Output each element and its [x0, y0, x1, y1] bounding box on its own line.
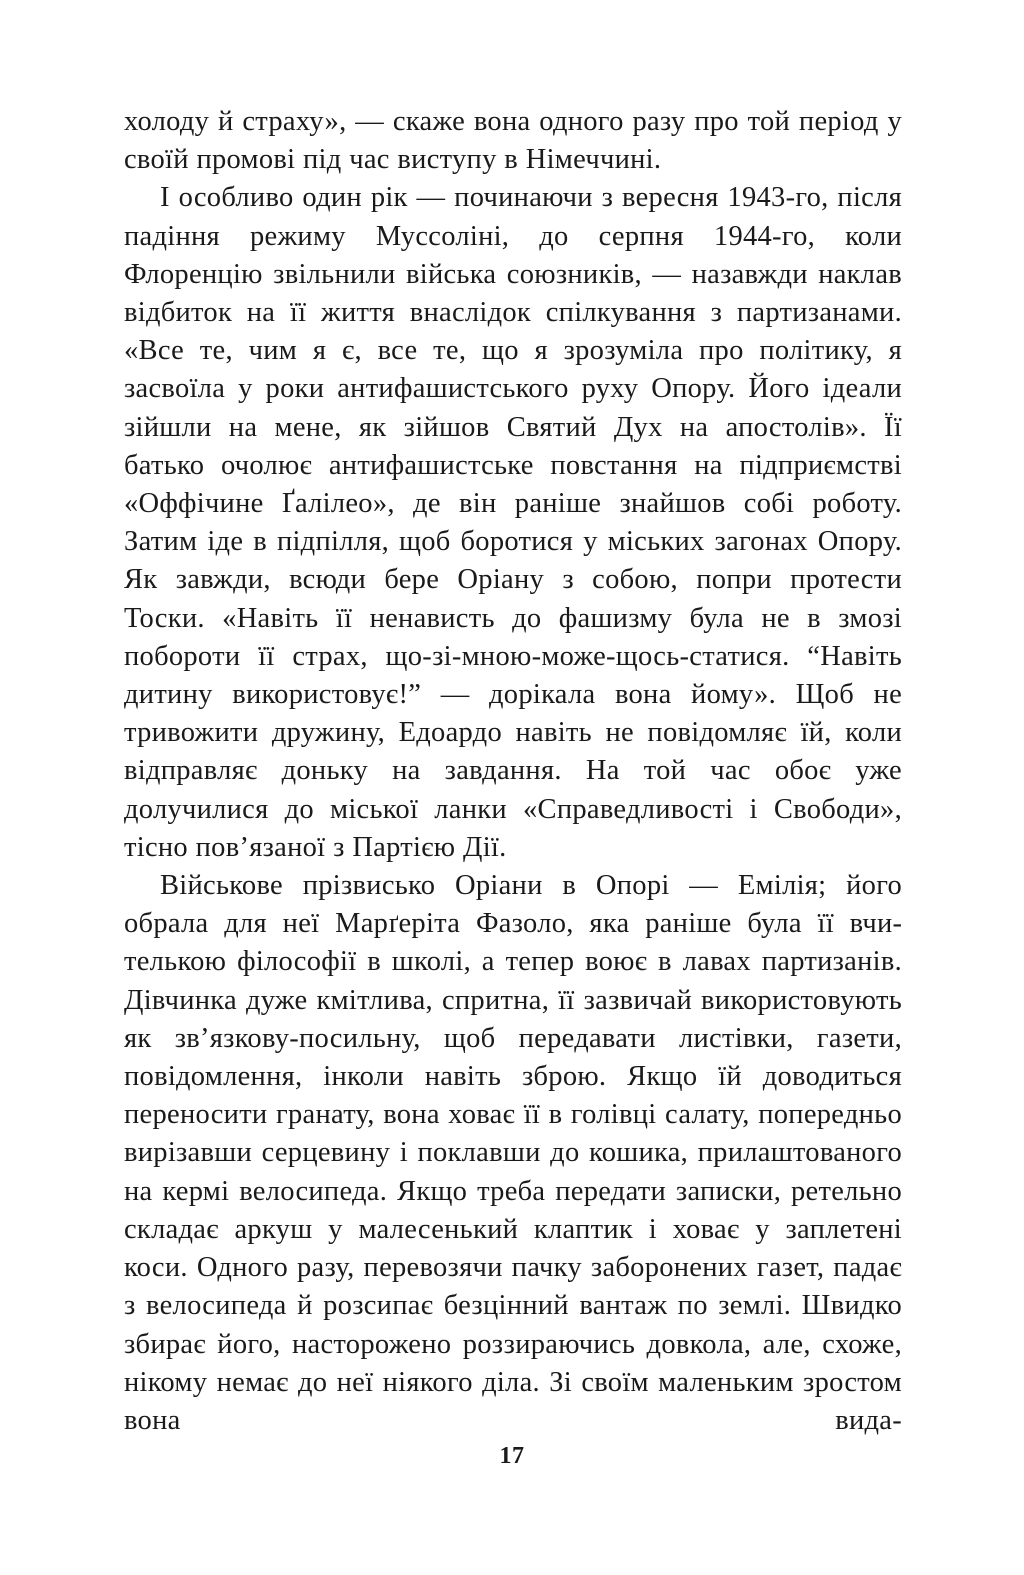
page-number: 17 [499, 1443, 525, 1469]
paragraph-3: Військове прізвисько Оріани в Опорі — Емілія; його обрала для неї Марґеріта Фазоло, яка раніше була її вчителькою філософії в школі, а тепер воює в лавах партизанів. Дівчинка дуже кмітлива, спритна, її зазвичай використовують як зв’язкову-посильну, щоб передавати листівки, газети, повідомлення, інколи навіть зброю. Якщо їй доводиться переносити гранату, вона ховає її в голівці салату, попередньо вирізавши серцевину і поклавши до кошика, прилаштованого на кермі велосипеда. Якщо треба передати записки, ретельно складає аркуш у малесенький клаптик і ховає у заплетені коси. Одного разу, перевозячи пачку заборонених газет, падає з велосипеда й розсипає безцінний вантаж по землі. Швидко збирає його, насторожено роззираючись довкола, але, схоже, нікому немає до неї ніякого діла. Зі своїм маленьким зростом вона вида- [124, 870, 902, 1436]
paragraph-1: холоду й страху», — скаже вона одного разу про той період у своїй промові під час виступу в Німеччині. [124, 106, 902, 176]
paragraph-2: І особливо один рік — починаючи з вересня 1943-го, після падіння режиму Муссоліні, до серпня 1944-го, коли Флоренцію звільнили війська союзників, — назавжди наклав відбиток на її життя внаслідок спілкування з партизанами. «Все те, чим я є, все те, що я зрозуміла про політику, я засвоїла у роки антифашистського руху Опору. Його ідеали зійшли на мене, як зійшов Святий Дух на апостолів». Її батько очолює антифашистське повстання на підприємстві «Оффічине Ґалілео», де він раніше знайшов собі роботу. Затим іде в підпілля, щоб боротися у міських загонах Опору. Як завжди, всюди бере Оріану з собою, попри протести Тоски. «Навіть її ненависть до фашизму була не в змозі побороти її страх, що-зі-мною-може-щось-статися. “Навіть дитину використовує!” — дорікала вона йому». Щоб не тривожити дружину, Едоардо навіть не повідомляє їй, коли відправляє доньку на завдання. На той час обоє уже долучилися до міської ланки «Справедливості і Свободи», тісно пов’язаної з Партією Дії. [124, 182, 902, 863]
page-text-block [124, 103, 902, 1478]
